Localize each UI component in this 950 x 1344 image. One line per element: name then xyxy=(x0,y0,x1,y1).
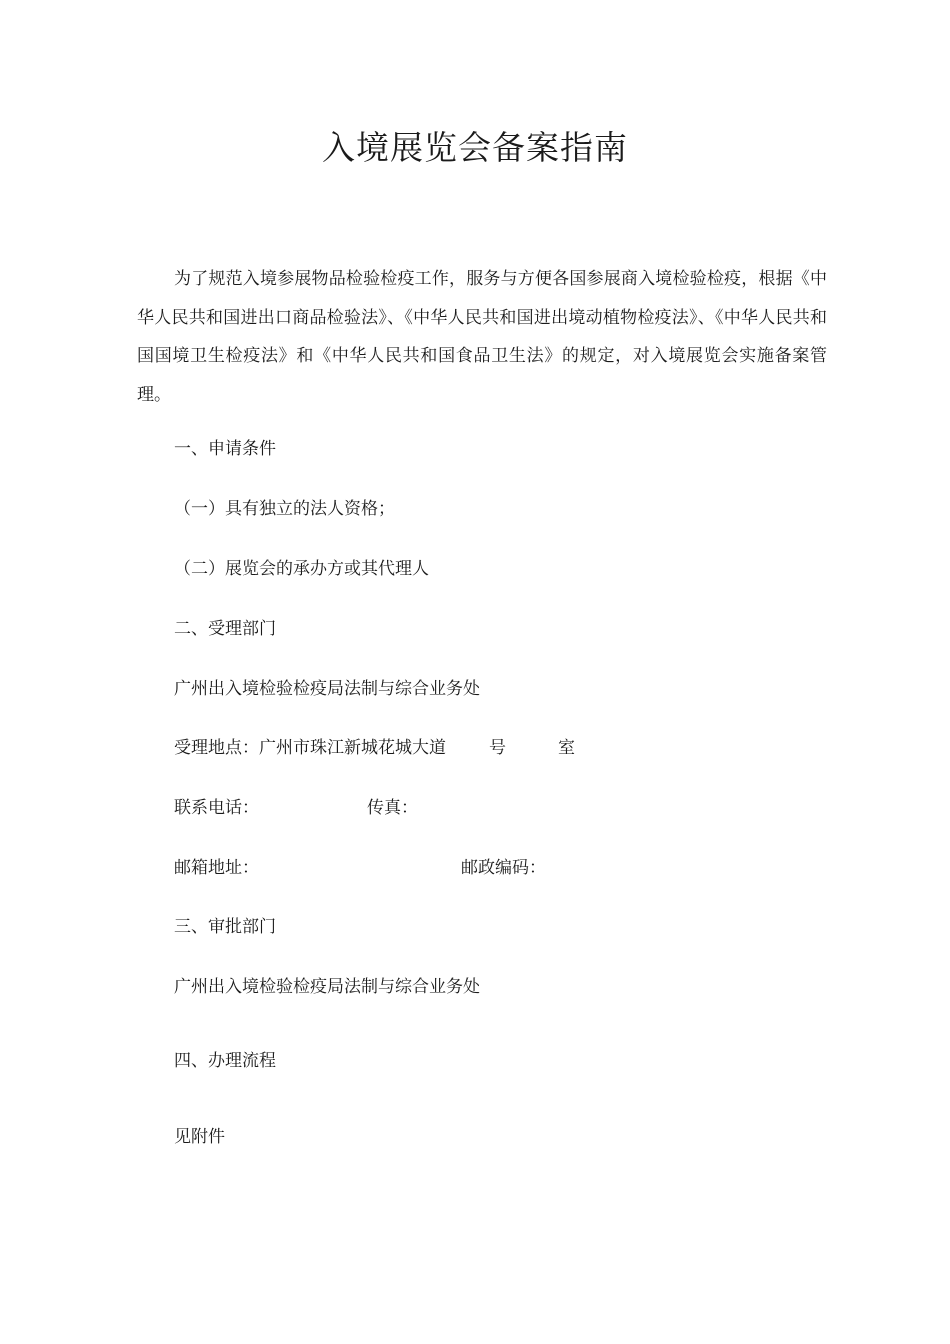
address-number-label: 号 xyxy=(489,738,506,758)
section-3-heading: 三、审批部门 xyxy=(174,917,276,937)
postcode-label: 邮政编码： xyxy=(461,858,546,878)
accepting-department: 广州出入境检验检疫局法制与综合业务处 xyxy=(174,679,480,699)
fax-label: 传真： xyxy=(367,798,418,818)
section-2-heading: 二、受理部门 xyxy=(174,619,276,639)
approving-department: 广州出入境检验检疫局法制与综合业务处 xyxy=(174,977,480,997)
email-postcode-line xyxy=(174,856,546,880)
address-room-label: 室 xyxy=(558,738,575,758)
address-line xyxy=(174,736,575,760)
condition-item-1: （一）具有独立的法人资格； xyxy=(174,499,395,519)
address-label: 受理地点：广州市珠江新城花城大道 xyxy=(174,738,446,758)
email-label: 邮箱地址： xyxy=(174,858,259,878)
condition-item-2: （二）展览会的承办方或其代理人 xyxy=(174,559,429,579)
intro-paragraph: 为了规范入境参展物品检验检疫工作，服务与方便各国参展商入境检验检疫，根据《中华人民共和国进出口商品检验法》、《中华人民共和国进出境动植物检疫法》、《中华人民共和国国境卫生检疫法》和《中华人民共和国食品卫生法》的规定，对入境展览会实施备案管理。 xyxy=(137,269,827,405)
section-4-heading: 四、办理流程 xyxy=(174,1051,276,1071)
phone-label: 联系电话： xyxy=(174,798,259,818)
process-content: 见附件 xyxy=(174,1127,225,1147)
phone-fax-line xyxy=(174,796,418,820)
section-1-heading: 一、申请条件 xyxy=(174,439,276,459)
document-title: 入境展览会备案指南 xyxy=(322,128,628,167)
